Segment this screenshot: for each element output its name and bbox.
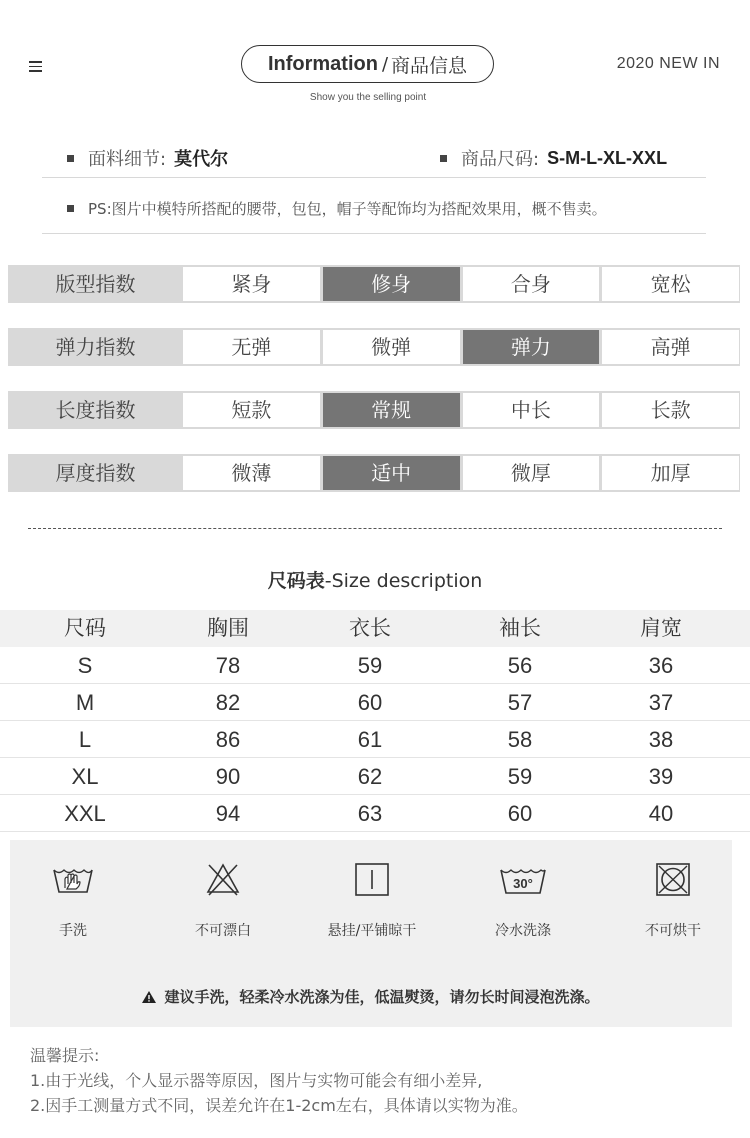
size-table-row [0, 721, 750, 758]
index-option: 微弹 [323, 330, 460, 364]
size-table-cell: 86 [215, 727, 241, 752]
index-row [8, 265, 740, 303]
warning-icon [142, 991, 156, 1003]
bullet-square-icon [440, 155, 447, 162]
size-table-header-cell: 衣长 [349, 616, 391, 640]
size-chart-title-en: -Size description [324, 570, 483, 592]
size-table-cell: 82 [215, 690, 241, 715]
warm-tips [30, 1043, 528, 1118]
size-table-cell: S [77, 653, 93, 678]
size-table-cell: 60 [507, 801, 533, 826]
title-subtitle: Show you the selling point [309, 92, 427, 103]
index-option-selected: 常规 [323, 393, 460, 427]
size-table-cell: 90 [215, 764, 241, 789]
ps-note-text: PS:图片中模特所搭配的腰带，包包，帽子等配饰均为搭配效果用，概不售卖。 [88, 200, 607, 218]
size-table-header-cell: 胸围 [207, 616, 249, 640]
size-table-cell: 57 [507, 690, 533, 715]
size-chart-title-cn: 尺码表 [267, 570, 325, 592]
size-table-cell: XXL [64, 801, 106, 826]
title-english: Information [267, 52, 378, 75]
size-table [0, 610, 750, 832]
index-option: 宽松 [602, 267, 739, 301]
index-option: 无弹 [183, 330, 320, 364]
fabric-label: 面料细节: [88, 149, 167, 170]
bullet-square-icon [67, 205, 74, 212]
size-table-cell: 78 [215, 653, 241, 678]
size-range [440, 145, 667, 171]
size-table-cell: 59 [507, 764, 533, 789]
size-table-row [0, 647, 750, 684]
care-label: 不可烘干 [645, 923, 701, 939]
size-table-row [0, 795, 750, 832]
care-label: 悬挂/平铺晾干 [327, 923, 417, 939]
size-table-cell: M [75, 690, 95, 715]
care-item-hang-dry [312, 862, 432, 940]
index-option-selected: 修身 [323, 267, 460, 301]
care-label: 手洗 [59, 923, 87, 939]
size-table-cell: 39 [648, 764, 674, 789]
care-label: 冷水洗涤 [495, 923, 551, 939]
divider [42, 177, 706, 178]
index-label: 弹力指数 [55, 335, 136, 359]
care-instructions [10, 840, 732, 1027]
care-item-no-tumble-dry [613, 862, 733, 940]
new-in-tag: 2020 NEW IN [616, 55, 720, 72]
divider [42, 233, 706, 234]
wash-temperature: 30° [513, 876, 533, 891]
index-option: 微薄 [183, 456, 320, 490]
size-table-cell: L [78, 727, 92, 752]
care-tip [10, 986, 732, 1007]
hang-dry-icon [350, 862, 394, 898]
size-table-header-cell: 肩宽 [640, 616, 682, 640]
size-table-row [0, 684, 750, 721]
care-item-wash-30 [463, 862, 583, 940]
index-option-selected: 弹力 [463, 330, 600, 364]
size-table-cell: 60 [357, 690, 383, 715]
size-table-cell: 56 [507, 653, 533, 678]
index-option: 微厚 [463, 456, 600, 490]
index-options [183, 267, 739, 301]
index-row [8, 328, 740, 366]
size-table-cell: 40 [648, 801, 674, 826]
index-options [183, 393, 739, 427]
index-option: 短款 [183, 393, 320, 427]
size-table-cell: 59 [357, 653, 383, 678]
index-option: 合身 [463, 267, 600, 301]
index-options [183, 330, 739, 364]
size-table-cell: 62 [357, 764, 383, 789]
fabric-detail [67, 145, 228, 171]
size-table-cell: XL [71, 764, 99, 789]
ps-note [67, 198, 607, 219]
bullet-square-icon [67, 155, 74, 162]
warm-tips-title: 温馨提示: [30, 1046, 100, 1065]
index-option: 高弹 [602, 330, 739, 364]
size-table-header-cell: 尺码 [64, 616, 106, 640]
size-table-cell: 58 [507, 727, 533, 752]
care-item-no-bleach [163, 862, 283, 940]
index-label: 版型指数 [55, 272, 136, 296]
index-option: 中长 [463, 393, 600, 427]
warm-tips-line: 1.由于光线，个人显示器等原因，图片与实物可能会有细小差异, [30, 1071, 483, 1090]
size-table-cell: 38 [648, 727, 674, 752]
size-table-header-cell: 袖长 [499, 616, 541, 640]
section-title-badge [241, 45, 494, 83]
size-range-label: 商品尺码: [461, 149, 540, 170]
index-option: 加厚 [602, 456, 739, 490]
index-option-selected: 适中 [323, 456, 460, 490]
size-chart-title [0, 566, 750, 593]
size-table-cell: 63 [357, 801, 383, 826]
size-table-cell: 36 [648, 653, 674, 678]
index-options [183, 456, 739, 490]
index-row [8, 454, 740, 492]
size-table-cell: 94 [215, 801, 241, 826]
index-row [8, 391, 740, 429]
size-table-row [0, 758, 750, 795]
title-chinese: 商品信息 [391, 54, 468, 77]
index-label: 长度指数 [55, 398, 136, 422]
care-item-hand-wash [13, 862, 133, 940]
index-label: 厚度指数 [55, 461, 136, 485]
hamburger-menu-icon[interactable] [29, 61, 42, 72]
no-bleach-icon [201, 862, 245, 898]
title-separator: / [381, 53, 389, 75]
index-option: 紧身 [183, 267, 320, 301]
no-tumble-dry-icon [651, 862, 695, 898]
size-table-cell: 37 [648, 690, 674, 715]
care-tip-text: 建议手洗，轻柔冷水洗涤为佳，低温熨烫，请勿长时间浸泡洗涤。 [164, 988, 600, 1006]
dashed-divider [28, 528, 722, 529]
size-table-cell: 61 [357, 727, 383, 752]
hand-wash-icon [51, 862, 95, 898]
size-table-header [0, 610, 750, 647]
warm-tips-line: 2.因手工测量方式不同，误差允许在1-2cm左右，具体请以实物为准。 [30, 1096, 528, 1115]
wash-30-icon [498, 862, 548, 898]
size-range-value: S-M-L-XL-XXL [547, 147, 668, 168]
fabric-value: 莫代尔 [174, 149, 229, 170]
care-label: 不可漂白 [195, 923, 251, 939]
index-option: 长款 [602, 393, 739, 427]
